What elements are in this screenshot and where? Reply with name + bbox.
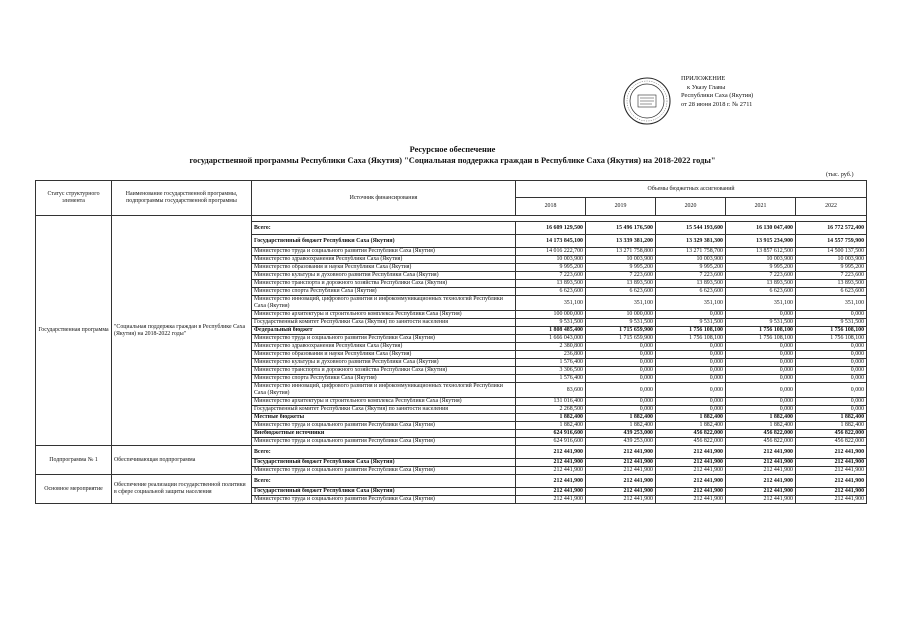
- value-cell-2019: 1 882,400: [586, 422, 656, 430]
- document-title: [0, 144, 905, 166]
- value-cell-2020: 212 441,900: [656, 446, 726, 459]
- source-cell: Министерство архитектуры и строительного комплекса Республики Саха (Якутия): [252, 398, 516, 406]
- value-cell-2019: 212 441,900: [586, 446, 656, 459]
- value-cell-2021: 13 857 612,500: [726, 248, 796, 256]
- source-cell: Министерство архитектуры и строительного комплекса Республики Саха (Якутия): [252, 311, 516, 319]
- value-cell-2020: 0,000: [656, 367, 726, 375]
- source-cell: Министерство труда и социального развития Республики Саха (Якутия): [252, 496, 516, 504]
- value-cell-2019: 212 441,900: [586, 475, 656, 488]
- value-cell-2021: 0,000: [726, 311, 796, 319]
- value-cell-2022: 10 003,900: [796, 256, 867, 264]
- value-cell-2019: 7 223,600: [586, 272, 656, 280]
- source-cell: Министерство здравоохранения Республики Саха (Якутия): [252, 343, 516, 351]
- value-cell-2021: 16 130 047,400: [726, 222, 796, 235]
- value-cell-2021: 1 882,400: [726, 414, 796, 422]
- value-cell-2020: 0,000: [656, 343, 726, 351]
- source-cell: Министерство труда и социального развития Республики Саха (Якутия): [252, 438, 516, 446]
- value-cell-2021: 1 882,400: [726, 422, 796, 430]
- value-cell-2019: 0,000: [586, 351, 656, 359]
- title-line-2: государственной программы Республики Саха (Якутия) "Социальная поддержка граждан в Республике Саха (Якутия) на 2018-2022 годы": [189, 156, 716, 165]
- source-cell: Министерство труда и социального развития Республики Саха (Якутия): [252, 335, 516, 343]
- value-cell-2018: 2 380,800: [516, 343, 586, 351]
- value-cell-2018: 1 882,400: [516, 414, 586, 422]
- program-name-cell: "Социальная поддержка граждан в Республике Саха (Якутия) на 2018-2022 годы": [112, 216, 252, 446]
- value-cell-2020: 1 756 108,100: [656, 327, 726, 335]
- value-cell-2022: 1 756 108,100: [796, 335, 867, 343]
- value-cell-2018: 212 441,900: [516, 467, 586, 475]
- resource-table: [35, 180, 867, 504]
- value-cell-2020: 0,000: [656, 383, 726, 398]
- value-cell-2020: 212 441,900: [656, 467, 726, 475]
- source-cell: Государственный бюджет Республики Саха (Якутия): [252, 235, 516, 248]
- source-cell: Министерство образования и науки Республики Саха (Якутия): [252, 264, 516, 272]
- source-cell: Государственный бюджет Республики Саха (Якутия): [252, 488, 516, 496]
- value-cell-2019: 212 441,900: [586, 459, 656, 467]
- value-cell-2022: 0,000: [796, 406, 867, 414]
- value-cell-2018: 100 000,000: [516, 311, 586, 319]
- value-cell-2018: 1 882,400: [516, 422, 586, 430]
- value-cell-2021: 13 893,500: [726, 280, 796, 288]
- header-status: Статус структурного элемента: [36, 181, 112, 216]
- value-cell-2022: 1 756 108,100: [796, 327, 867, 335]
- value-cell-2018: 1 576,400: [516, 359, 586, 367]
- value-cell-2020: 212 441,900: [656, 496, 726, 504]
- source-cell: Министерство инноваций, цифрового развития и инфокоммуникационных технологий Республики Саха (Якутия): [252, 383, 516, 398]
- source-cell: Министерство культуры и духовного развития Республики Саха (Якутия): [252, 272, 516, 280]
- source-cell: Министерство транспорта и дорожного хозяйства Республики Саха (Якутия): [252, 367, 516, 375]
- value-cell-2022: 9 531,500: [796, 319, 867, 327]
- table-row: [36, 475, 867, 488]
- value-cell-2019: 0,000: [586, 383, 656, 398]
- header-year: 2019: [586, 198, 656, 216]
- value-cell-2021: 0,000: [726, 383, 796, 398]
- source-cell: Всего:: [252, 222, 516, 235]
- value-cell-2018: 14 016 222,700: [516, 248, 586, 256]
- value-cell-2022: 212 441,900: [796, 475, 867, 488]
- source-cell: Министерство труда и социального развития Республики Саха (Якутия): [252, 422, 516, 430]
- value-cell-2020: 0,000: [656, 359, 726, 367]
- value-cell-2018: 1 666 043,000: [516, 335, 586, 343]
- value-cell-2019: 1 715 659,900: [586, 327, 656, 335]
- value-cell-2020: 0,000: [656, 406, 726, 414]
- source-cell: Министерство спорта Республики Саха (Якутия): [252, 288, 516, 296]
- value-cell-2021: 10 003,900: [726, 256, 796, 264]
- value-cell-2019: 0,000: [586, 375, 656, 383]
- value-cell-2022: 212 441,900: [796, 467, 867, 475]
- value-cell-2018: 9 995,200: [516, 264, 586, 272]
- value-cell-2021: 0,000: [726, 375, 796, 383]
- source-cell: Министерство транспорта и дорожного хозяйства Республики Саха (Якутия): [252, 280, 516, 288]
- value-cell-2021: 0,000: [726, 367, 796, 375]
- value-cell-2022: 0,000: [796, 359, 867, 367]
- source-cell: Министерство образования и науки Республики Саха (Якутия): [252, 351, 516, 359]
- source-cell: Министерство спорта Республики Саха (Якутия): [252, 375, 516, 383]
- value-cell-2018: 212 441,900: [516, 459, 586, 467]
- source-cell: Министерство труда и социального развития Республики Саха (Якутия): [252, 467, 516, 475]
- source-cell: Министерство труда и социального развития Республики Саха (Якутия): [252, 248, 516, 256]
- appendix-line: Республики Саха (Якутия): [681, 92, 754, 100]
- value-cell-2019: 0,000: [586, 359, 656, 367]
- header-year: 2020: [656, 198, 726, 216]
- value-cell-2022: 7 223,600: [796, 272, 867, 280]
- value-cell-2021: 7 223,600: [726, 272, 796, 280]
- value-cell-2020: 456 822,000: [656, 438, 726, 446]
- program-name-cell: Обеспечивающая подпрограмма: [112, 446, 252, 475]
- program-name-cell: Обеспечение реализации государственной политики в сфере социальной защиты населения: [112, 475, 252, 504]
- source-cell: Государственный бюджет Республики Саха (Якутия): [252, 459, 516, 467]
- value-cell-2022: 1 882,400: [796, 422, 867, 430]
- source-cell: Министерство здравоохранения Республики Саха (Якутия): [252, 256, 516, 264]
- official-seal: [622, 76, 672, 126]
- appendix-line: от 28 июня 2018 г. № 2711: [681, 100, 753, 108]
- value-cell-2021: 0,000: [726, 359, 796, 367]
- source-cell: Министерство инноваций, цифрового развития и инфокоммуникационных технологий Республики Саха (Якутия): [252, 296, 516, 311]
- value-cell-2022: 14 500 137,500: [796, 248, 867, 256]
- value-cell-2019: 13 271 758,800: [586, 248, 656, 256]
- value-cell-2019: 0,000: [586, 367, 656, 375]
- structural-status-cell: Подпрограмма № 1: [36, 446, 112, 475]
- value-cell-2019: 439 253,000: [586, 438, 656, 446]
- value-cell-2018: 2 268,500: [516, 406, 586, 414]
- value-cell-2019: 10 000,000: [586, 311, 656, 319]
- value-cell-2021: 212 441,900: [726, 496, 796, 504]
- value-cell-2019: 9 531,500: [586, 319, 656, 327]
- value-cell-2021: 351,100: [726, 296, 796, 311]
- value-cell-2020: 13 271 758,700: [656, 248, 726, 256]
- value-cell-2019: 6 623,600: [586, 288, 656, 296]
- value-cell-2020: 6 623,600: [656, 288, 726, 296]
- value-cell-2022: 16 772 572,400: [796, 222, 867, 235]
- value-cell-2021: 0,000: [726, 398, 796, 406]
- value-cell-2022: 0,000: [796, 311, 867, 319]
- value-cell-2018: 624 916,600: [516, 438, 586, 446]
- value-cell-2021: 212 441,900: [726, 467, 796, 475]
- value-cell-2021: 13 915 234,900: [726, 235, 796, 248]
- value-cell-2022: 456 822,000: [796, 430, 867, 438]
- value-cell-2022: 0,000: [796, 367, 867, 375]
- value-cell-2020: 9 531,500: [656, 319, 726, 327]
- value-cell-2022: 1 882,400: [796, 414, 867, 422]
- value-cell-2021: 212 441,900: [726, 475, 796, 488]
- value-cell-2022: 0,000: [796, 351, 867, 359]
- source-cell: Федеральный бюджет: [252, 327, 516, 335]
- value-cell-2018: 10 003,900: [516, 256, 586, 264]
- value-cell-2022: 9 995,200: [796, 264, 867, 272]
- source-cell: Государственный комитет Республики Саха (Якутия) по занятости населения: [252, 319, 516, 327]
- appendix-line: к Указу Главы: [687, 83, 726, 91]
- value-cell-2020: 212 441,900: [656, 459, 726, 467]
- value-cell-2020: 212 441,900: [656, 488, 726, 496]
- value-cell-2018: 624 916,600: [516, 430, 586, 438]
- value-cell-2022: 0,000: [796, 383, 867, 398]
- value-cell-2019: 1 715 659,900: [586, 335, 656, 343]
- value-cell-2020: 0,000: [656, 351, 726, 359]
- value-cell-2019: 15 496 176,500: [586, 222, 656, 235]
- header-source: Источник финансирования: [252, 181, 516, 216]
- value-cell-2018: 3 306,500: [516, 367, 586, 375]
- value-cell-2022: 13 893,500: [796, 280, 867, 288]
- table-body: [36, 216, 867, 504]
- appendix-line: ПРИЛОЖЕНИЕ: [681, 75, 726, 82]
- value-cell-2018: 212 441,900: [516, 496, 586, 504]
- value-cell-2021: 1 756 108,100: [726, 327, 796, 335]
- value-cell-2019: 13 339 381,200: [586, 235, 656, 248]
- value-cell-2022: 0,000: [796, 375, 867, 383]
- value-cell-2022: 14 557 759,900: [796, 235, 867, 248]
- value-cell-2021: 9 995,200: [726, 264, 796, 272]
- value-cell-2019: 439 253,000: [586, 430, 656, 438]
- value-cell-2020: 0,000: [656, 375, 726, 383]
- source-cell: Министерство культуры и духовного развития Республики Саха (Якутия): [252, 359, 516, 367]
- value-cell-2022: 6 623,600: [796, 288, 867, 296]
- value-cell-2021: 212 441,900: [726, 459, 796, 467]
- value-cell-2021: 456 822,000: [726, 438, 796, 446]
- value-cell-2019: 13 893,500: [586, 280, 656, 288]
- value-cell-2018: 14 173 845,100: [516, 235, 586, 248]
- value-cell-2019: 0,000: [586, 406, 656, 414]
- value-cell-2020: 9 995,200: [656, 264, 726, 272]
- value-cell-2019: 10 003,900: [586, 256, 656, 264]
- table-row: [36, 446, 867, 459]
- value-cell-2020: 212 441,900: [656, 475, 726, 488]
- value-cell-2019: 212 441,900: [586, 467, 656, 475]
- value-cell-2018: 16 609 129,500: [516, 222, 586, 235]
- value-cell-2022: 351,100: [796, 296, 867, 311]
- value-cell-2019: 1 882,400: [586, 414, 656, 422]
- value-cell-2020: 1 882,400: [656, 422, 726, 430]
- value-cell-2021: 212 441,900: [726, 488, 796, 496]
- value-cell-2022: 212 441,900: [796, 496, 867, 504]
- value-cell-2018: 1 808 485,400: [516, 327, 586, 335]
- source-cell: Внебюджетные источники: [252, 430, 516, 438]
- value-cell-2020: 456 822,000: [656, 430, 726, 438]
- value-cell-2018: 236,800: [516, 351, 586, 359]
- value-cell-2022: 456 822,000: [796, 438, 867, 446]
- value-cell-2018: 7 223,600: [516, 272, 586, 280]
- value-cell-2019: 9 995,200: [586, 264, 656, 272]
- source-cell: Всего:: [252, 475, 516, 488]
- value-cell-2022: 212 441,900: [796, 459, 867, 467]
- header-volumes: Объемы бюджетных ассигнований: [516, 181, 867, 198]
- value-cell-2020: 0,000: [656, 398, 726, 406]
- value-cell-2019: 212 441,900: [586, 496, 656, 504]
- value-cell-2020: 1 756 108,100: [656, 335, 726, 343]
- header-year: 2022: [796, 198, 867, 216]
- value-cell-2020: 7 223,600: [656, 272, 726, 280]
- value-cell-2021: 1 756 108,100: [726, 335, 796, 343]
- value-cell-2019: 351,100: [586, 296, 656, 311]
- structural-status-cell: Основное мероприятие: [36, 475, 112, 504]
- source-cell: Всего:: [252, 446, 516, 459]
- value-cell-2020: 13 329 381,300: [656, 235, 726, 248]
- header-program-name: Наименование государственной программы, подпрограммы государственной программы: [112, 181, 252, 216]
- value-cell-2019: 0,000: [586, 398, 656, 406]
- structural-status-cell: Государственная программа: [36, 216, 112, 446]
- value-cell-2021: 0,000: [726, 351, 796, 359]
- value-cell-2021: 6 623,600: [726, 288, 796, 296]
- value-cell-2020: 0,000: [656, 311, 726, 319]
- value-cell-2018: 212 441,900: [516, 488, 586, 496]
- value-cell-2022: 212 441,900: [796, 488, 867, 496]
- value-cell-2018: 212 441,900: [516, 475, 586, 488]
- value-cell-2021: 9 531,500: [726, 319, 796, 327]
- value-cell-2018: 212 441,900: [516, 446, 586, 459]
- value-cell-2021: 212 441,900: [726, 446, 796, 459]
- value-cell-2018: 131 016,400: [516, 398, 586, 406]
- value-cell-2020: 10 003,900: [656, 256, 726, 264]
- title-line-1: Ресурсное обеспечение: [409, 145, 496, 154]
- value-cell-2018: 6 623,600: [516, 288, 586, 296]
- value-cell-2018: 9 531,500: [516, 319, 586, 327]
- source-cell: Государственный комитет Республики Саха (Якутия) по занятости населения: [252, 406, 516, 414]
- value-cell-2020: 1 882,400: [656, 414, 726, 422]
- value-cell-2018: 351,100: [516, 296, 586, 311]
- value-cell-2021: 0,000: [726, 406, 796, 414]
- value-cell-2022: 212 441,900: [796, 446, 867, 459]
- appendix-block: [681, 75, 753, 109]
- value-cell-2021: 456 822,000: [726, 430, 796, 438]
- header-year: 2021: [726, 198, 796, 216]
- unit-label: (тыс. руб.): [826, 171, 854, 178]
- value-cell-2019: 212 441,900: [586, 488, 656, 496]
- value-cell-2022: 0,000: [796, 343, 867, 351]
- value-cell-2018: 83,600: [516, 383, 586, 398]
- value-cell-2020: 351,100: [656, 296, 726, 311]
- value-cell-2019: 0,000: [586, 343, 656, 351]
- value-cell-2021: 0,000: [726, 343, 796, 351]
- value-cell-2022: 0,000: [796, 398, 867, 406]
- source-cell: Местные бюджеты: [252, 414, 516, 422]
- header-year: 2018: [516, 198, 586, 216]
- value-cell-2020: 15 544 193,600: [656, 222, 726, 235]
- value-cell-2018: 13 893,500: [516, 280, 586, 288]
- value-cell-2018: 1 576,400: [516, 375, 586, 383]
- value-cell-2020: 13 893,500: [656, 280, 726, 288]
